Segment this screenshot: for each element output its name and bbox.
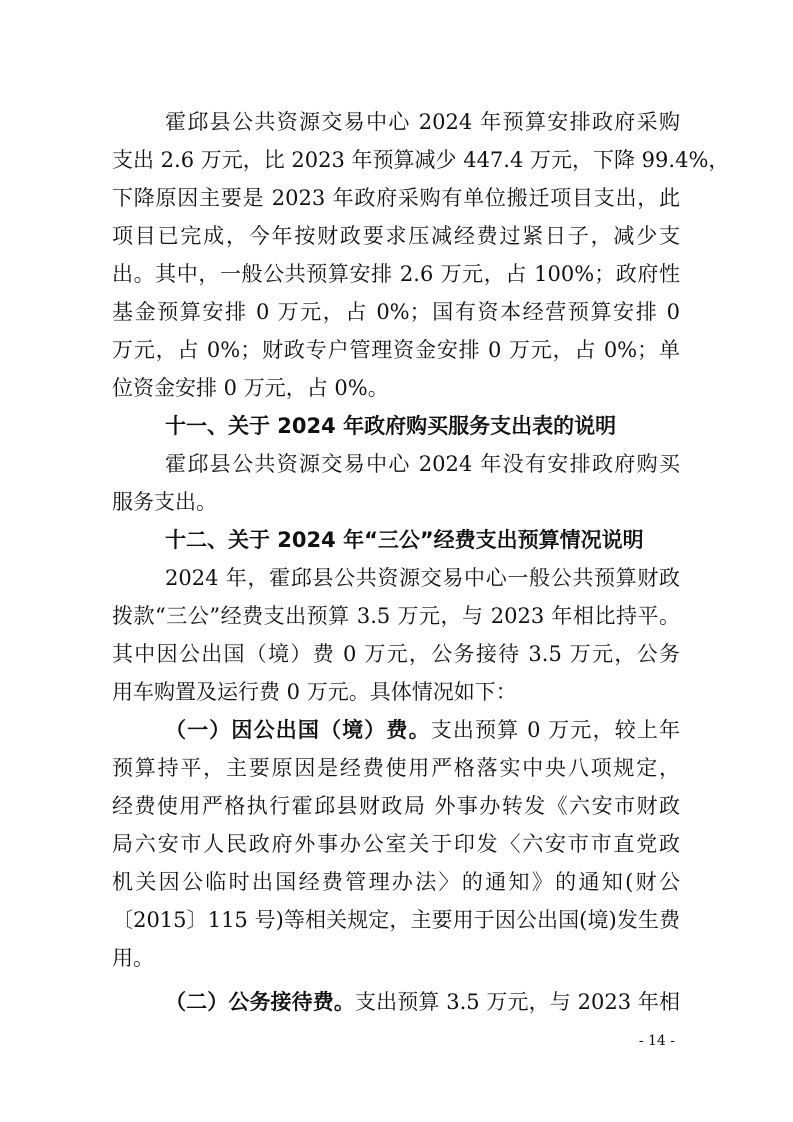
paragraph-line: 预算持平，主要原因是经费使用严格落实中央八项规定，: [112, 756, 680, 780]
subsection-1-text: 支出预算 0 万元，较上年: [430, 718, 680, 742]
paragraph-line: 用。: [112, 946, 154, 970]
paragraph-line: 机关因公临时出国经费管理办法〉的通知》的通知(财公: [112, 870, 680, 894]
paragraph-line: 经费使用严格执行霍邱县财政局 外事办转发《六安市财政: [112, 794, 680, 818]
paragraph-line: 项目已完成，今年按财政要求压减经费过紧日子，减少支: [112, 224, 680, 248]
paragraph-line: 服务支出。: [112, 490, 217, 514]
section-heading-12: 十二、关于 2024 年“三公”经费支出预算情况说明: [165, 528, 644, 552]
paragraph-line: 霍邱县公共资源交易中心 2024 年没有安排政府购买: [165, 452, 680, 476]
paragraph-line: 基金预算安排 0 万元，占 0%；国有资本经营预算安排 0: [112, 300, 680, 324]
subsection-2-label: （二）公务接待费。: [165, 990, 356, 1014]
paragraph-line: 局六安市人民政府外事办公室关于印发〈六安市市直党政: [112, 832, 680, 856]
paragraph-line: 出。其中，一般公共预算安排 2.6 万元，占 100%；政府性: [112, 262, 680, 286]
subsection-2-text: 支出预算 3.5 万元，与 2023 年相: [355, 990, 681, 1014]
subsection-2-first-line: [165, 987, 680, 1017]
paragraph-line: 用车购置及运行费 0 万元。具体情况如下：: [112, 680, 517, 704]
paragraph-line: 支出 2.6 万元，比 2023 年预算减少 447.4 万元，下降 99.4%，: [112, 148, 730, 172]
subsection-1-label: （一）因公出国（境）费。: [165, 718, 431, 742]
section-heading-11: 十一、关于 2024 年政府购买服务支出表的说明: [165, 414, 617, 438]
paragraph-line: 霍邱县公共资源交易中心 2024 年预算安排政府采购: [165, 110, 680, 134]
paragraph-line: 位资金安排 0 万元，占 0%。: [112, 376, 389, 400]
paragraph-line: 拨款“三公”经费支出预算 3.5 万元，与 2023 年相比持平。: [112, 604, 680, 628]
page-number: - 14 -: [638, 1033, 675, 1049]
subsection-1-first-line: [165, 715, 680, 745]
paragraph-line: 下降原因主要是 2023 年政府采购有单位搬迁项目支出，此: [112, 186, 680, 210]
paragraph-line: 其中因公出国（境）费 0 万元，公务接待 3.5 万元，公务: [112, 642, 680, 666]
paragraph-line: 2024 年，霍邱县公共资源交易中心一般公共预算财政: [165, 566, 680, 590]
paragraph-line: 〔2015〕115 号)等相关规定，主要用于因公出国(境)发生费: [112, 908, 680, 932]
paragraph-line: 万元，占 0%；财政专户管理资金安排 0 万元，占 0%；单: [112, 338, 680, 362]
